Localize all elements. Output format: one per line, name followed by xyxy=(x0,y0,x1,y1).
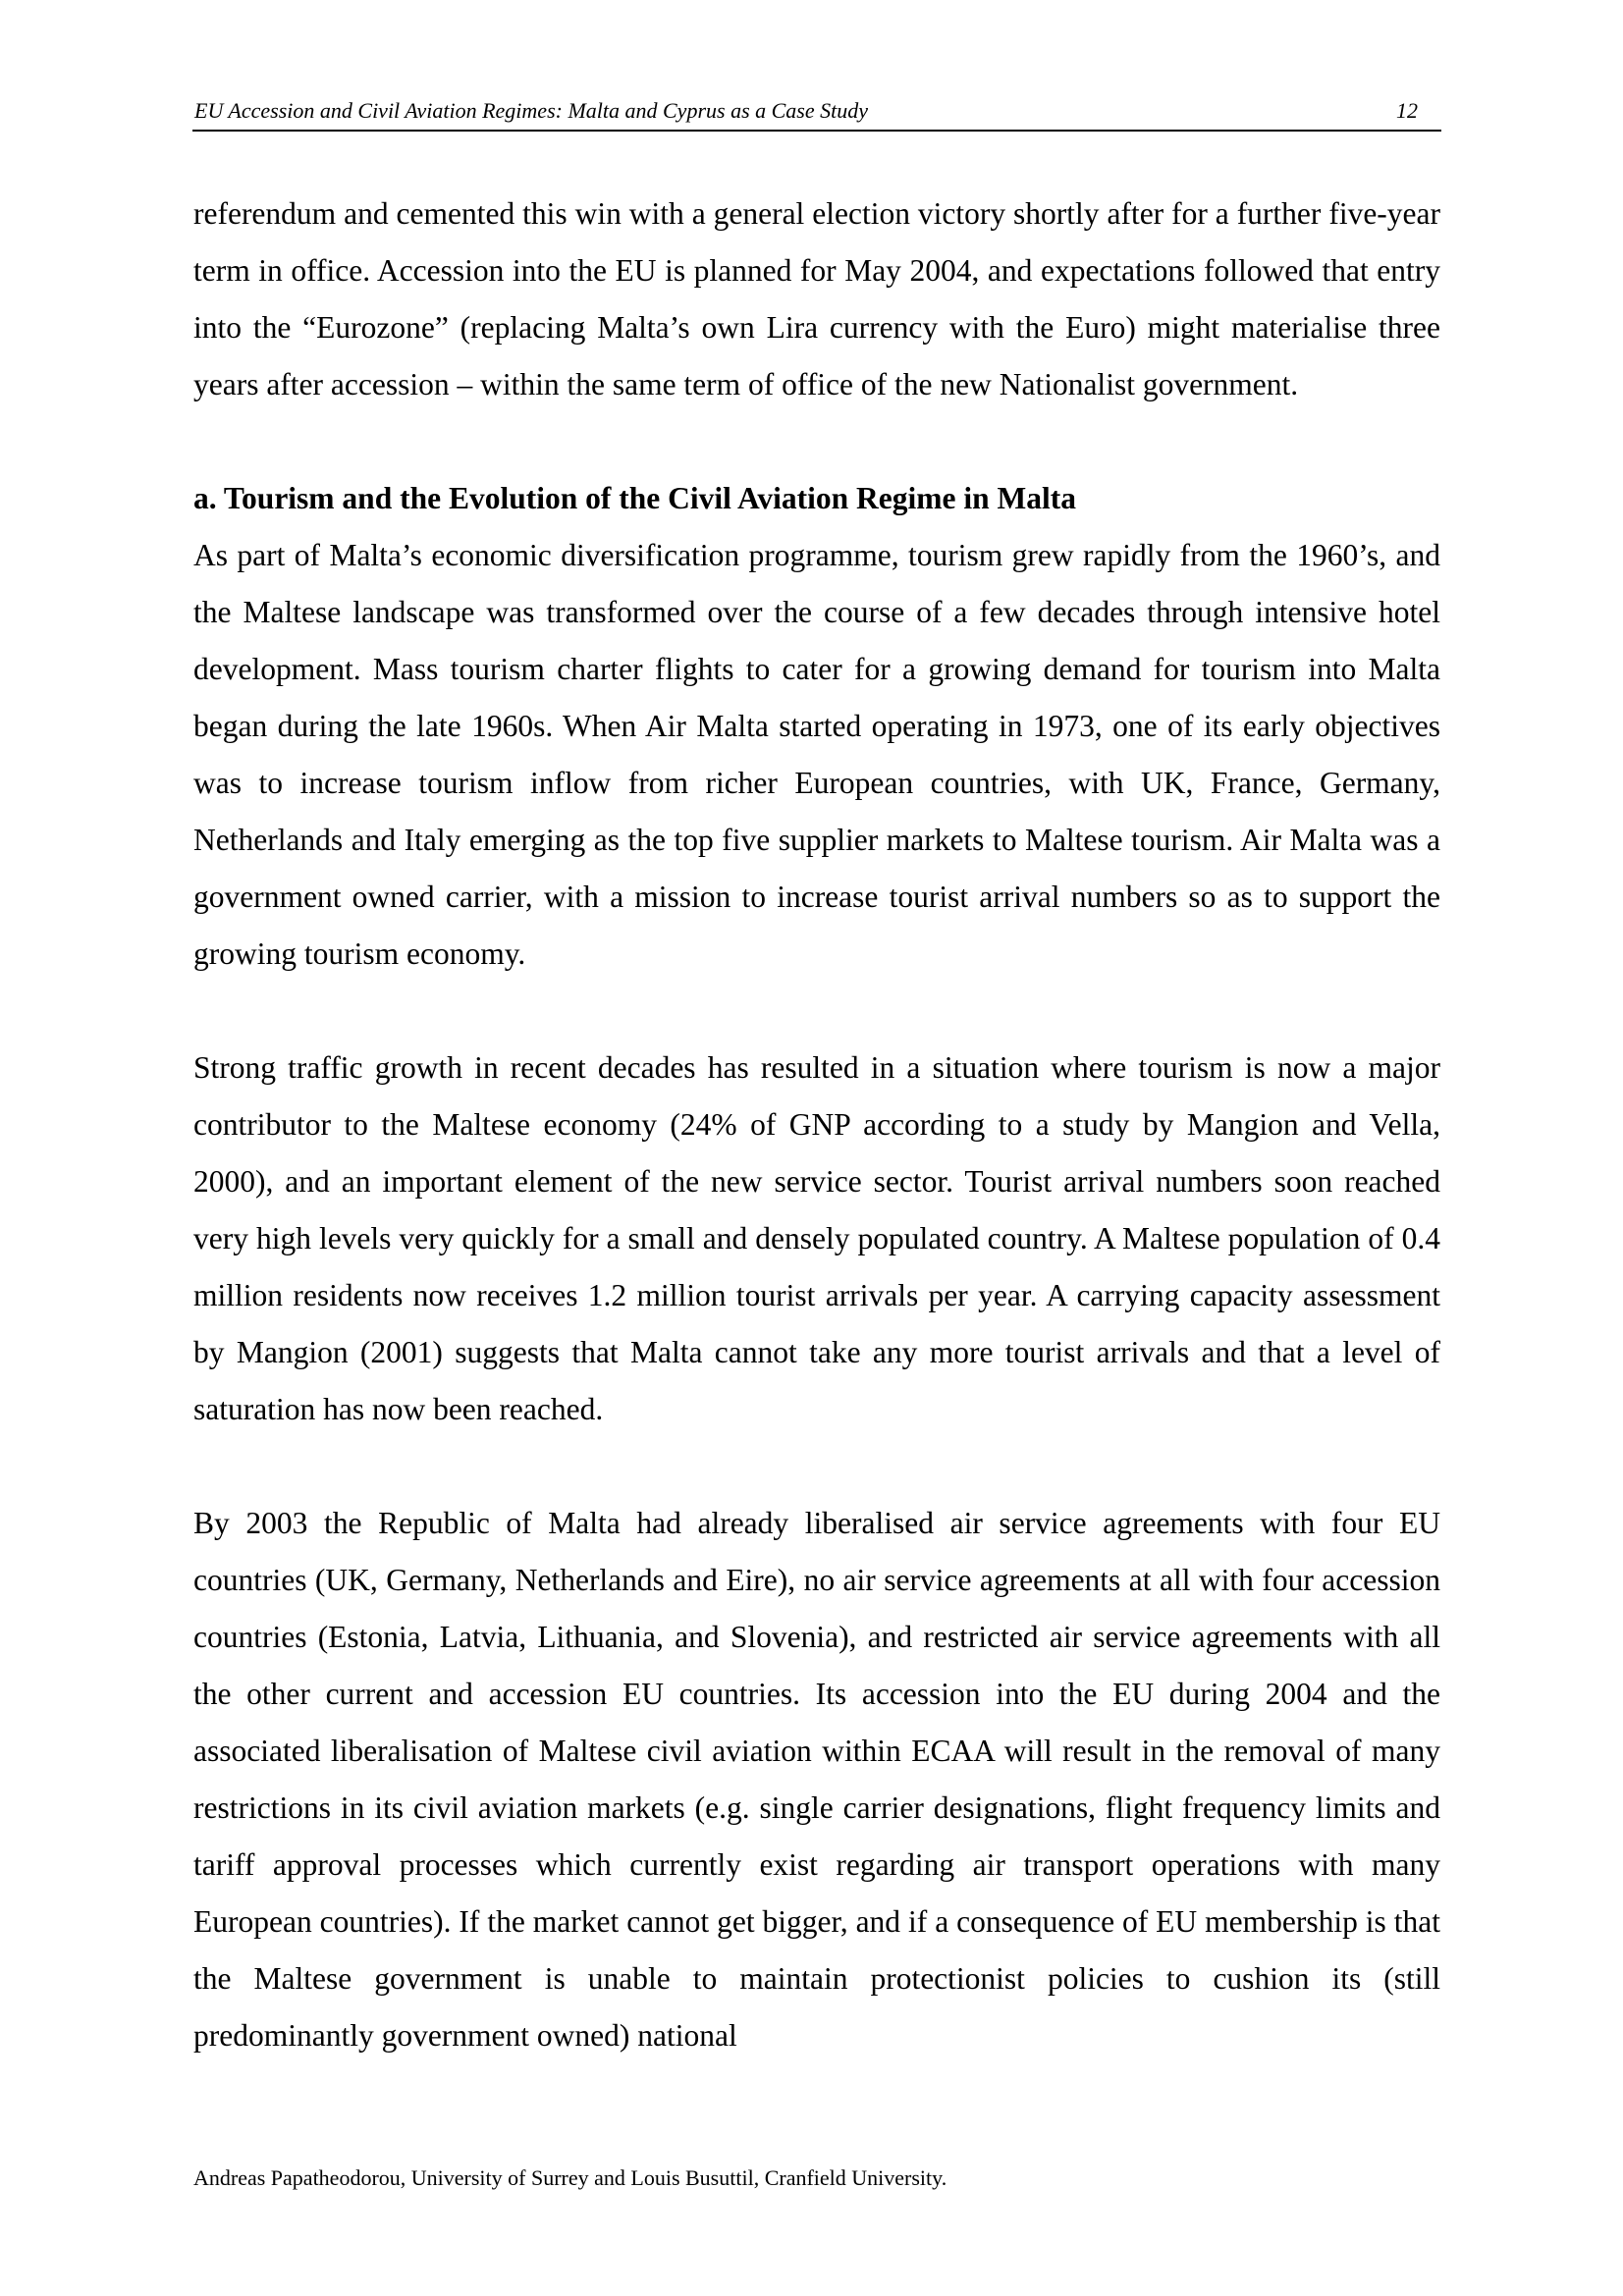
page-number: 12 xyxy=(1396,98,1418,123)
running-header xyxy=(192,96,1441,132)
paragraph-1: referendum and cemented this win with a general election victory shortly after for a further five-year term in office. Accession into the EU is planned for May 2004, and expectations followed that entry into the “Eurozone” (replacing Malta’s own Lira currency with the Euro) might materialise three years after accession – within the same term of office of the new Nationalist government. xyxy=(193,196,1440,401)
page-footer: Andreas Papatheodorou, University of Surrey and Louis Busuttil, Cranfield University. xyxy=(193,2165,947,2190)
header-title: EU Accession and Civil Aviation Regimes: Malta and Cyprus as a Case Study xyxy=(194,98,869,123)
paragraph-4: By 2003 the Republic of Malta had already liberalised air service agreements with four EU countries (UK, Germany, Netherlands and Eire), no air service agreements at all with four accession countries (Estonia, Latvia, Lithuania, and Slovenia), and restricted air service agreements with all the other current and accession EU countries. Its accession into the EU during 2004 and the associated liberalisation of Maltese civil aviation within ECAA will result in the removal of many restrictions in its civil aviation markets (e.g. single carrier designations, flight frequency limits and tariff approval processes which currently exist regarding air transport operations with many European countries). If the market cannot get bigger, and if a consequence of EU membership is that the Maltese government is unable to maintain protectionist policies to cushion its (still predominantly government owned) national xyxy=(193,1506,1440,2053)
section-heading: a. Tourism and the Evolution of the Civil Aviation Regime in Malta xyxy=(193,481,1076,515)
paragraph-3: Strong traffic growth in recent decades has resulted in a situation where tourism is now a major contributor to the Maltese economy (24% of GNP according to a study by Mangion and Vella, 2000), and an important element of the new service sector. Tourist arrival numbers soon reached very high levels very quickly for a small and densely populated country. A Maltese population of 0.4 million residents now receives 1.2 million tourist arrivals per year. A carrying capacity assessment by Mangion (2001) suggests that Malta cannot take any more tourist arrivals and that a level of saturation has now been reached. xyxy=(193,1050,1440,1426)
paragraph-2: As part of Malta’s economic diversification programme, tourism grew rapidly from the 1960’s, and the Maltese landscape was transformed over the course of a few decades through intensive hotel development. Mass tourism charter flights to cater for a growing demand for tourism into Malta began during the late 1960s. When Air Malta started operating in 1973, one of its early objectives was to increase tourism inflow from richer European countries, with UK, France, Germany, Netherlands and Italy emerging as the top five supplier markets to Maltese tourism. Air Malta was a government owned carrier, with a mission to increase tourist arrival numbers so as to support the growing tourism economy. xyxy=(193,538,1440,971)
page-body xyxy=(193,186,1440,2064)
